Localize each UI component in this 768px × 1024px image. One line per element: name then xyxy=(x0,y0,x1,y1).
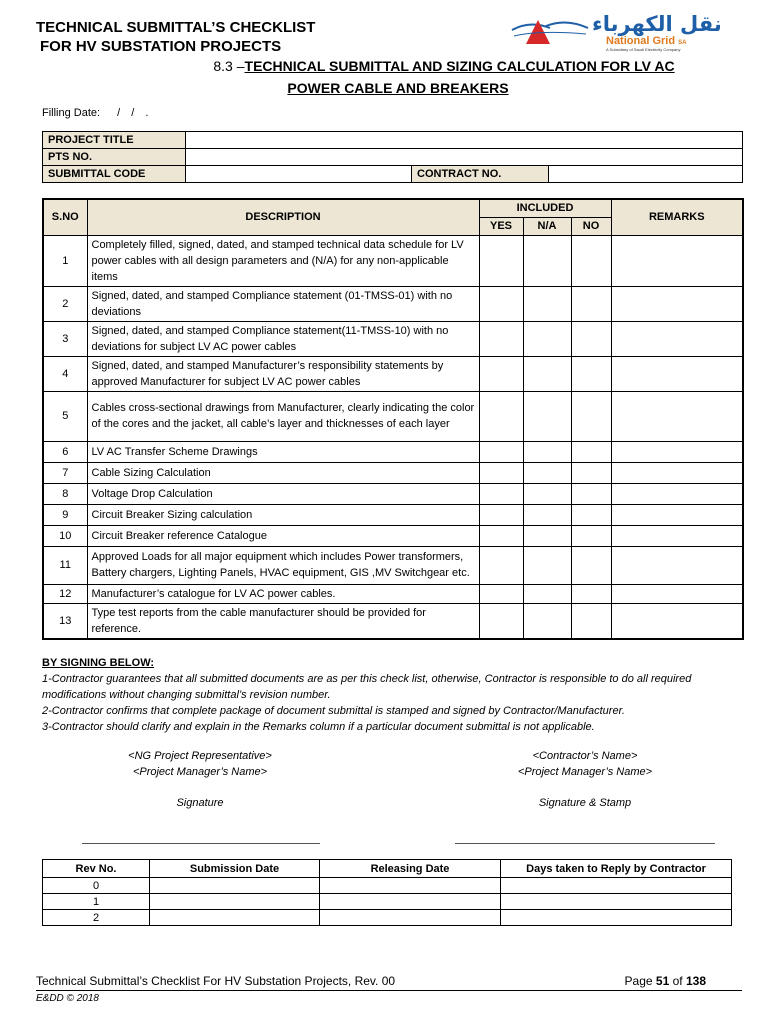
row-yes-cell[interactable] xyxy=(479,321,523,356)
row-sno: 6 xyxy=(43,441,87,462)
logo-subtitle: A Subsidiary of Saudi Electricity Company xyxy=(606,47,681,52)
ng-signature-label: Signature xyxy=(176,797,224,809)
contract-no-label: CONTRACT NO. xyxy=(412,166,549,183)
row-sno: 8 xyxy=(43,483,87,504)
row-no-cell[interactable] xyxy=(571,356,611,391)
row-na-cell[interactable] xyxy=(523,356,571,391)
days-taken-cell[interactable] xyxy=(501,894,732,910)
filling-date-label: Filling Date: xyxy=(42,107,101,119)
row-description: Completely filled, signed, dated, and stamped technical data schedule for LV power cables with all design parameters and (N/A) for any non-applicable items xyxy=(87,235,479,286)
project-title-field[interactable] xyxy=(186,132,743,149)
days-taken-header: Days taken to Reply by Contractor xyxy=(501,860,732,878)
contract-no-field[interactable] xyxy=(549,166,743,183)
contractor-block xyxy=(480,748,690,780)
row-remarks-cell[interactable] xyxy=(611,525,743,546)
row-na-cell[interactable] xyxy=(523,546,571,584)
row-sno: 12 xyxy=(43,584,87,603)
checklist-row xyxy=(43,321,743,356)
checklist-table xyxy=(42,198,744,640)
signing-heading: BY SIGNING BELOW: xyxy=(42,657,155,669)
checklist-row xyxy=(43,286,743,321)
row-no-cell[interactable] xyxy=(571,483,611,504)
logo-mark-icon xyxy=(510,16,590,50)
days-taken-cell[interactable] xyxy=(501,910,732,926)
row-no-cell[interactable] xyxy=(571,235,611,286)
row-na-cell[interactable] xyxy=(523,462,571,483)
revision-body xyxy=(43,878,732,926)
row-sno: 10 xyxy=(43,525,87,546)
row-na-cell[interactable] xyxy=(523,603,571,639)
row-no-cell[interactable] xyxy=(571,286,611,321)
row-no-cell[interactable] xyxy=(571,584,611,603)
national-grid-logo xyxy=(510,12,735,52)
row-sno: 11 xyxy=(43,546,87,584)
row-remarks-cell[interactable] xyxy=(611,603,743,639)
row-sno: 3 xyxy=(43,321,87,356)
row-yes-cell[interactable] xyxy=(479,504,523,525)
submittal-code-field[interactable] xyxy=(186,166,412,183)
footer-text: Technical Submittal’s Checklist For HV Substation Projects, Rev. 00 xyxy=(36,974,396,988)
footer-divider xyxy=(36,990,742,991)
submission-date-cell[interactable] xyxy=(150,878,320,894)
included-header: INCLUDED xyxy=(479,199,611,217)
remarks-header: REMARKS xyxy=(611,199,743,235)
row-description: LV AC Transfer Scheme Drawings xyxy=(87,441,479,462)
row-no-cell[interactable] xyxy=(571,441,611,462)
na-header: N/A xyxy=(523,217,571,235)
section-title-line2: POWER CABLE AND BREAKERS xyxy=(287,80,509,96)
row-yes-cell[interactable] xyxy=(479,584,523,603)
row-no-cell[interactable] xyxy=(571,525,611,546)
checklist-row xyxy=(43,356,743,391)
submission-date-cell[interactable] xyxy=(150,894,320,910)
ng-signature-line[interactable] xyxy=(82,843,320,844)
ng-pm-name: <Project Manager’s Name> xyxy=(132,766,268,778)
pts-no-label: PTS NO. xyxy=(43,149,186,166)
filling-date xyxy=(42,107,152,119)
row-description: Manufacturer’s catalogue for LV AC power cables. xyxy=(87,584,479,603)
row-description: Signed, dated, and stamped Compliance statement(11-TMSS-10) with no deviations for subject LV AC power cables xyxy=(87,321,479,356)
row-remarks-cell[interactable] xyxy=(611,441,743,462)
row-na-cell[interactable] xyxy=(523,483,571,504)
row-description: Approved Loads for all major equipment which includes Power transformers, Battery chargers, Lighting Panels, HVAC equipment, GIS ,MV Switchgear etc. xyxy=(87,546,479,584)
project-title-label: PROJECT TITLE xyxy=(43,132,186,149)
checklist-body xyxy=(43,235,743,639)
filling-date-value: / / . xyxy=(117,107,153,119)
row-sno: 2 xyxy=(43,286,87,321)
project-info-table xyxy=(42,131,743,183)
checklist-row xyxy=(43,546,743,584)
rev-no-cell: 0 xyxy=(43,878,150,894)
document-header-title xyxy=(36,18,315,56)
row-description: Voltage Drop Calculation xyxy=(87,483,479,504)
signing-section xyxy=(42,655,742,735)
row-yes-cell[interactable] xyxy=(479,525,523,546)
signing-clause-1: 1-Contractor guarantees that all submitted documents are as per this check list, otherwise, Contractor is responsible to do all required modifications without changing submittal’s revision number. xyxy=(42,673,692,701)
row-remarks-cell[interactable] xyxy=(611,584,743,603)
row-remarks-cell[interactable] xyxy=(611,356,743,391)
checklist-row xyxy=(43,504,743,525)
ng-rep-name: <NG Project Representative> xyxy=(128,750,272,762)
row-sno: 5 xyxy=(43,391,87,441)
row-description: Signed, dated, and stamped Manufacturer’s responsibility statements by approved Manufacturer for subject LV AC power cables xyxy=(87,356,479,391)
row-sno: 13 xyxy=(43,603,87,639)
row-description: Circuit Breaker Sizing calculation xyxy=(87,504,479,525)
row-remarks-cell[interactable] xyxy=(611,462,743,483)
rev-no-cell: 1 xyxy=(43,894,150,910)
releasing-date-cell[interactable] xyxy=(320,878,501,894)
page-number: Page 51 of 138 xyxy=(624,974,706,988)
row-no-cell[interactable] xyxy=(571,603,611,639)
description-header: DESCRIPTION xyxy=(87,199,479,235)
row-yes-cell[interactable] xyxy=(479,462,523,483)
row-sno: 1 xyxy=(43,235,87,286)
row-yes-cell[interactable] xyxy=(479,441,523,462)
row-yes-cell[interactable] xyxy=(479,483,523,504)
pts-no-field[interactable] xyxy=(186,149,743,166)
ng-representative-block xyxy=(100,748,300,780)
yes-header: YES xyxy=(479,217,523,235)
row-no-cell[interactable] xyxy=(571,321,611,356)
row-remarks-cell[interactable] xyxy=(611,391,743,441)
sno-header: S.NO xyxy=(43,199,87,235)
row-no-cell[interactable] xyxy=(571,391,611,441)
header-title-line2: FOR HV SUBSTATION PROJECTS xyxy=(40,38,282,55)
logo-english-text: National Grid SA xyxy=(606,35,687,47)
row-remarks-cell[interactable] xyxy=(611,546,743,584)
submission-date-header: Submission Date xyxy=(150,860,320,878)
footer-copyright: E&DD © 2018 xyxy=(36,993,99,1004)
row-yes-cell[interactable] xyxy=(479,546,523,584)
row-remarks-cell[interactable] xyxy=(611,286,743,321)
row-no-cell[interactable] xyxy=(571,462,611,483)
revision-row xyxy=(43,910,732,926)
checklist-row xyxy=(43,603,743,639)
revision-row xyxy=(43,894,732,910)
row-no-cell[interactable] xyxy=(571,504,611,525)
rev-no-header: Rev No. xyxy=(43,860,150,878)
row-remarks-cell[interactable] xyxy=(611,235,743,286)
contractor-name: <Contractor’s Name> xyxy=(532,750,638,762)
checklist-row xyxy=(43,483,743,504)
checklist-row xyxy=(43,462,743,483)
header-title-line1: TECHNICAL SUBMITTAL’S CHECKLIST xyxy=(36,19,316,36)
releasing-date-header: Releasing Date xyxy=(320,860,501,878)
row-na-cell[interactable] xyxy=(523,441,571,462)
logo-arabic-text: نقل الكهرباء xyxy=(592,12,722,36)
row-remarks-cell[interactable] xyxy=(611,483,743,504)
contractor-signature-line[interactable] xyxy=(455,843,715,844)
submission-date-cell[interactable] xyxy=(150,910,320,926)
signing-clause-2: 2-Contractor confirms that complete package of document submittal is stamped and signed by Contractor/Manufacturer. xyxy=(42,705,625,717)
submittal-code-label: SUBMITTAL CODE xyxy=(43,166,186,183)
section-title-line1: 8.3 –TECHNICAL SUBMITTAL AND SIZING CALCULATION FOR LV AC xyxy=(213,58,675,74)
revision-row xyxy=(43,878,732,894)
checklist-row xyxy=(43,441,743,462)
row-sno: 4 xyxy=(43,356,87,391)
row-yes-cell[interactable] xyxy=(479,235,523,286)
revision-table xyxy=(42,859,732,926)
row-na-cell[interactable] xyxy=(523,525,571,546)
checklist-row xyxy=(43,235,743,286)
row-remarks-cell[interactable] xyxy=(611,504,743,525)
row-sno: 9 xyxy=(43,504,87,525)
checklist-row xyxy=(43,391,743,441)
releasing-date-cell[interactable] xyxy=(320,894,501,910)
row-remarks-cell[interactable] xyxy=(611,321,743,356)
row-yes-cell[interactable] xyxy=(479,391,523,441)
row-na-cell[interactable] xyxy=(523,321,571,356)
row-yes-cell[interactable] xyxy=(479,286,523,321)
row-yes-cell[interactable] xyxy=(479,603,523,639)
releasing-date-cell[interactable] xyxy=(320,910,501,926)
row-description: Signed, dated, and stamped Compliance statement (01-TMSS-01) with no deviations xyxy=(87,286,479,321)
row-description: Cables cross-sectional drawings from Manufacturer, clearly indicating the color of the cores and the jacket, all cable’s layer and thicknesses of each layer xyxy=(87,391,479,441)
days-taken-cell[interactable] xyxy=(501,878,732,894)
row-description: Type test reports from the cable manufacturer should be provided for reference. xyxy=(87,603,479,639)
row-description: Circuit Breaker reference Catalogue xyxy=(87,525,479,546)
row-na-cell[interactable] xyxy=(523,235,571,286)
row-no-cell[interactable] xyxy=(571,546,611,584)
no-header: NO xyxy=(571,217,611,235)
row-yes-cell[interactable] xyxy=(479,356,523,391)
row-na-cell[interactable] xyxy=(523,286,571,321)
rev-no-cell: 2 xyxy=(43,910,150,926)
row-na-cell[interactable] xyxy=(523,391,571,441)
checklist-row xyxy=(43,584,743,603)
contractor-signature-label: Signature & Stamp xyxy=(538,797,632,809)
row-na-cell[interactable] xyxy=(523,584,571,603)
row-sno: 7 xyxy=(43,462,87,483)
contractor-pm-name: <Project Manager’s Name> xyxy=(517,766,653,778)
signing-clause-3: 3-Contractor should clarify and explain in the Remarks column if a particular document submittal is not applicable. xyxy=(42,721,595,733)
checklist-row xyxy=(43,525,743,546)
row-description: Cable Sizing Calculation xyxy=(87,462,479,483)
row-na-cell[interactable] xyxy=(523,504,571,525)
